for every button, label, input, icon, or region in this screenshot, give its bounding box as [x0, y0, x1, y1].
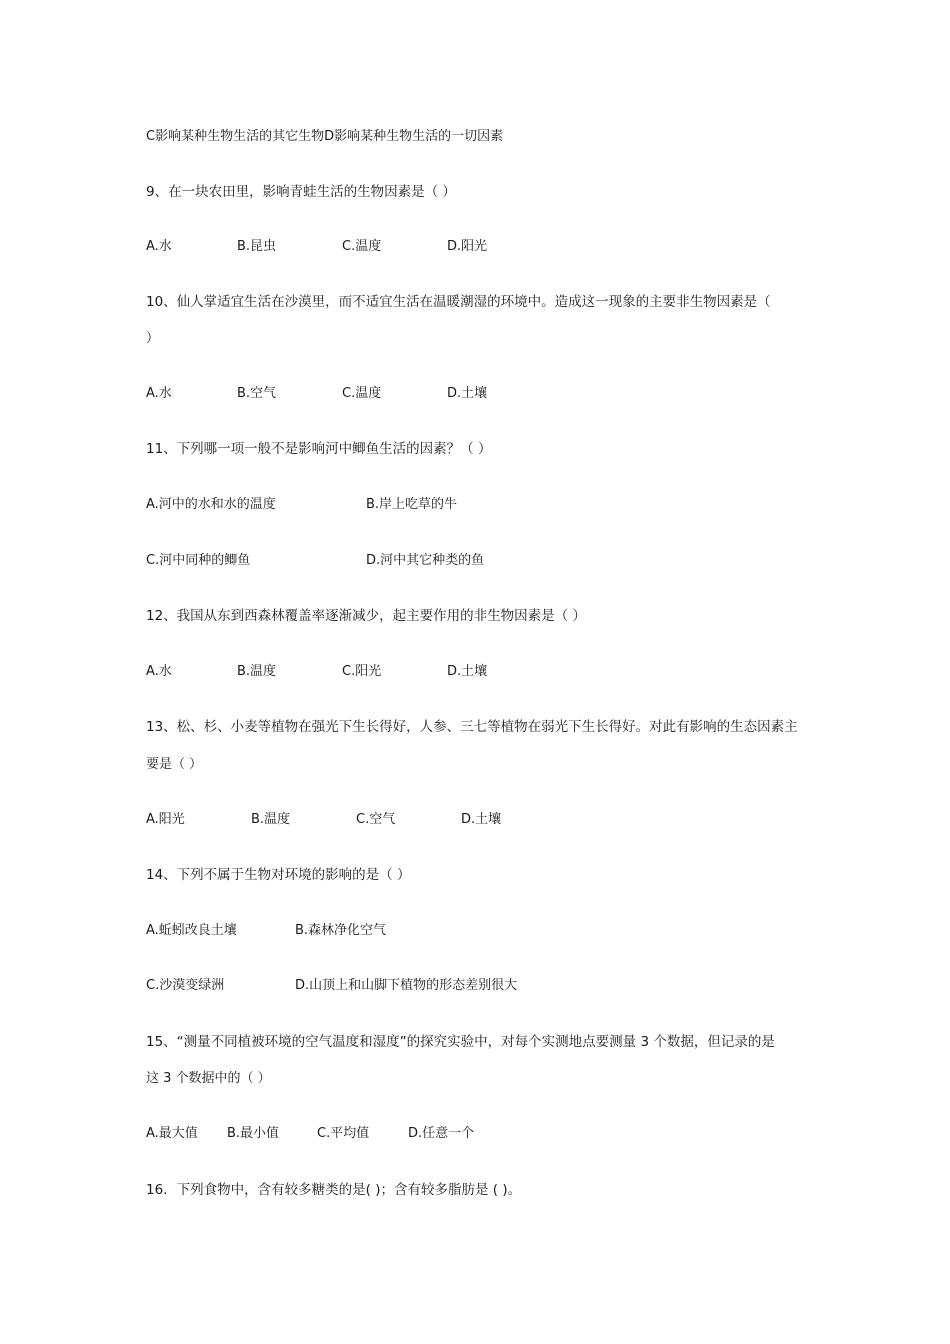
q15-option-b: B.最小值	[227, 1126, 280, 1141]
q13-option-b: B.温度	[251, 812, 291, 827]
q11-option-c: C.河中同种的鲫鱼	[146, 553, 251, 568]
q11-option-a: A.河中的水和水的温度	[146, 497, 276, 512]
question-10: 10、仙人掌适宜生活在沙漠里，而不适宜生活在温暖潮湿的环境中。造成这一现象的主要非生物因素是（	[146, 294, 771, 310]
q11-option-b: B.岸上吃草的牛	[366, 497, 458, 512]
q10-option-d: D.土壤	[447, 386, 488, 401]
question-9: 9、在一块农田里，影响青蛙生活的生物因素是（ ）	[146, 184, 456, 200]
q14-option-c: C.沙漠变绿洲	[146, 978, 225, 993]
question-10-continued: ）	[146, 331, 160, 346]
q9-option-c: C.温度	[342, 239, 382, 254]
q14-option-d: D.山顶上和山脚下植物的形态差别很大	[295, 978, 518, 993]
question-13-continued: 要是（ ）	[146, 757, 203, 772]
question-16: 16．下列食物中，含有较多糖类的是( )；含有较多脂肪是 ( )。	[146, 1182, 522, 1198]
q12-option-b: B.温度	[237, 664, 277, 679]
q12-option-a: A.水	[146, 664, 172, 679]
q10-option-c: C.温度	[342, 386, 382, 401]
q15-option-d: D.任意一个	[408, 1126, 475, 1141]
q9-option-d: D.阳光	[447, 239, 488, 254]
q12-option-c: C.阳光	[342, 664, 382, 679]
question-14: 14、下列不属于生物对环境的影响的是（ ）	[146, 867, 411, 883]
q14-option-a: A.蚯蚓改良土壤	[146, 923, 237, 938]
q13-option-d: D.土壤	[461, 812, 502, 827]
q15-option-c: C.平均值	[317, 1126, 370, 1141]
q14-option-b: B.森林净化空气	[295, 923, 387, 938]
question-11: 11、下列哪一项一般不是影响河中鲫鱼生活的因素？（ ）	[146, 441, 492, 457]
text-line-cd-options: C影响某种生物生活的其它生物D影响某种生物生活的一切因素	[146, 129, 504, 144]
question-12: 12、我国从东到西森林覆盖率逐渐减少，起主要作用的非生物因素是（ ）	[146, 608, 586, 624]
q12-option-d: D.土壤	[447, 664, 488, 679]
question-13: 13、松、杉、小麦等植物在强光下生长得好，人参、三七等植物在弱光下生长得好。对此有影响的生态因素主	[146, 719, 798, 735]
q9-option-a: A.水	[146, 239, 172, 254]
q9-option-b: B.昆虫	[237, 239, 277, 254]
q13-option-c: C.空气	[356, 812, 396, 827]
question-15: 15、“测量不同植被环境的空气温度和湿度”的探究实验中，对每个实测地点要测量 3 个数据，但记录的是	[146, 1034, 775, 1050]
q10-option-a: A.水	[146, 386, 172, 401]
q15-option-a: A.最大值	[146, 1126, 198, 1141]
question-15-continued: 这 3 个数据中的（ ）	[146, 1071, 271, 1086]
q13-option-a: A.阳光	[146, 812, 185, 827]
q10-option-b: B.空气	[237, 386, 277, 401]
q11-option-d: D.河中其它种类的鱼	[366, 553, 485, 568]
